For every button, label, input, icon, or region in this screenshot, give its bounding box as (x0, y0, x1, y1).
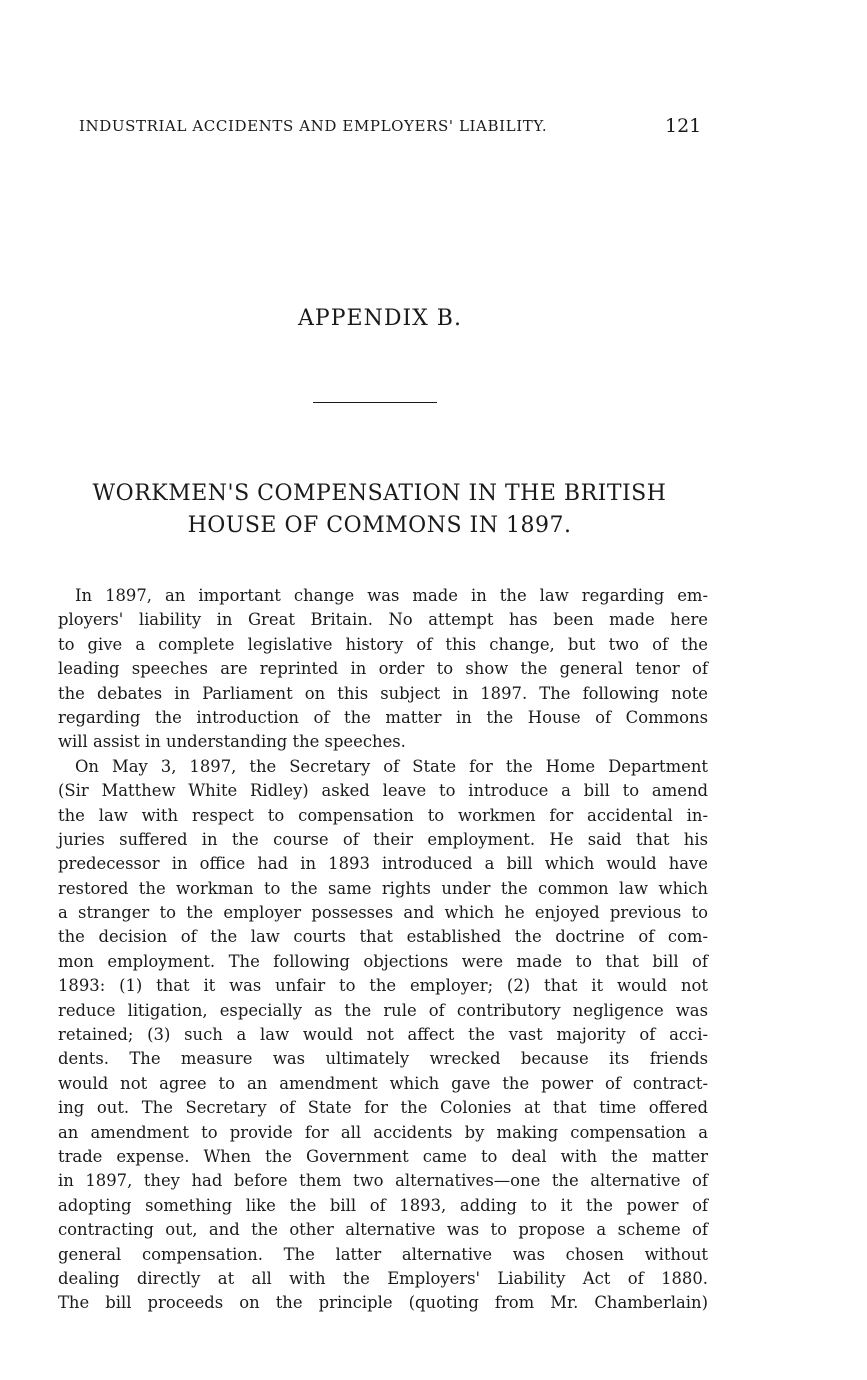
running-head: INDUSTRIAL ACCIDENTS AND EMPLOYERS' LIABILITY. (79, 117, 548, 135)
paragraph-line: predecessor in office had in 1893 introduced a bill which would have (58, 854, 708, 874)
paragraph-line: the decision of the law courts that established the doctrine of com- (58, 927, 708, 947)
paragraph-line: ployers' liability in Great Britain. No attempt has been made here (58, 610, 708, 630)
paragraph-line: dents. The measure was ultimately wrecked because its friends (58, 1049, 708, 1069)
paragraph-line: general compensation. The latter alternative was chosen without (58, 1244, 708, 1264)
paragraph-line: in 1897, they had before them two alternatives—one the alternative of (58, 1171, 708, 1191)
body-text (58, 584, 708, 1316)
paragraph-line: contracting out, and the other alternative was to propose a scheme of (58, 1220, 708, 1240)
paragraph-line: the debates in Parliament on this subject in 1897. The following note (58, 683, 708, 703)
paragraph-line: an amendment to provide for all accidents by making compensation a (58, 1122, 708, 1142)
paragraph-line: the law with respect to compensation to workmen for accidental in- (58, 805, 708, 825)
paragraph-line: ing out. The Secretary of State for the Colonies at that time offered (58, 1098, 708, 1118)
paragraph-line: would not agree to an amendment which gave the power of contract- (58, 1073, 708, 1093)
document-title (52, 478, 707, 542)
title-line: WORKMEN'S COMPENSATION IN THE BRITISH (92, 481, 667, 506)
paragraph-line: In 1897, an important change was made in the law regarding em- (75, 586, 708, 605)
appendix-title: APPENDIX B. (298, 306, 462, 331)
paragraph-line: 1893: (1) that it was unfair to the employer; (2) that it would not (58, 976, 708, 996)
paragraph-line: On May 3, 1897, the Secretary of State for the Home Department (75, 756, 708, 776)
paragraph-line: juries suffered in the course of their employment. He said that his (58, 829, 708, 849)
paragraph-line: reduce litigation, especially as the rule of contributory negligence was (58, 1000, 708, 1020)
paragraph-line: (Sir Matthew White Ridley) asked leave to introduce a bill to amend (58, 781, 708, 801)
page-number: 121 (665, 115, 702, 137)
paragraph-line: trade expense. When the Government came to deal with the matter (58, 1146, 708, 1166)
section-divider (313, 402, 437, 403)
paragraph-line: dealing directly at all with the Employers' Liability Act of 1880. (58, 1268, 708, 1288)
paragraph-line: regarding the introduction of the matter in the House of Commons (58, 707, 708, 727)
paragraph-line: mon employment. The following objections were made to that bill of (58, 951, 708, 971)
paragraph-line: restored the workman to the same rights under the common law which (58, 878, 708, 898)
title-line: HOUSE OF COMMONS IN 1897. (187, 513, 572, 538)
paragraph-line: The bill proceeds on the principle (quoting from Mr. Chamberlain) (58, 1293, 708, 1313)
paragraph-line: will assist in understanding the speeches. (58, 732, 406, 752)
paragraph-line: a stranger to the employer possesses and which he enjoyed previous to (58, 903, 708, 923)
paragraph-line: to give a complete legislative history of this change, but two of the (58, 634, 708, 654)
paragraph-line: leading speeches are reprinted in order to show the general tenor of (58, 659, 708, 679)
paragraph-line: adopting something like the bill of 1893, adding to it the power of (58, 1195, 708, 1215)
paragraph-line: retained; (3) such a law would not affect the vast majority of acci- (58, 1025, 708, 1045)
